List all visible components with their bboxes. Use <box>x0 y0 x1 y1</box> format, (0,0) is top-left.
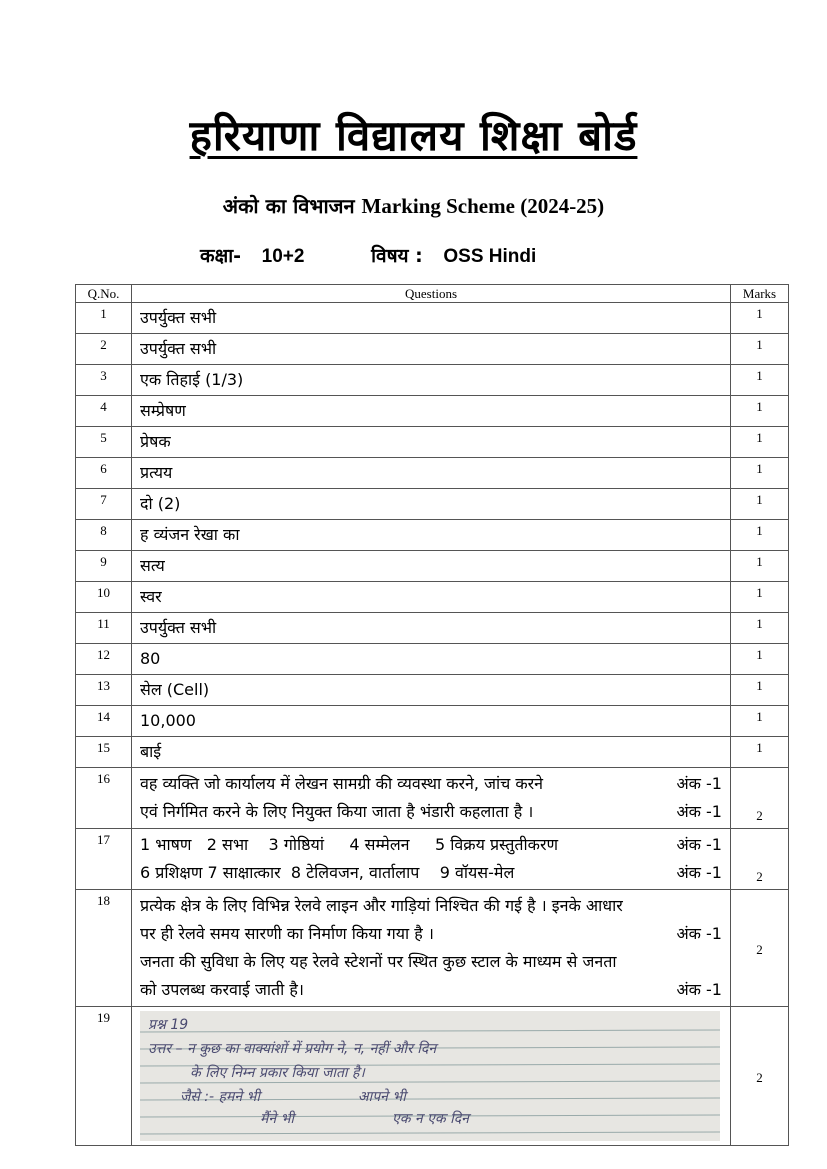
answer-line <box>140 859 722 887</box>
table-row <box>76 582 789 613</box>
table-row <box>76 551 789 582</box>
answer-cell <box>132 706 731 737</box>
header-qno: Q.No. <box>76 285 132 303</box>
question-number: 9 <box>76 551 132 582</box>
header-questions: Questions <box>132 285 731 303</box>
table-row <box>76 829 789 890</box>
class-subject-line <box>200 242 550 268</box>
subtitle <box>0 192 827 219</box>
marks-cell: 1 <box>731 675 789 706</box>
subtitle-english: Marking Scheme (2024-25) <box>361 194 605 218</box>
table-row <box>76 706 789 737</box>
table-row <box>76 768 789 829</box>
answer-text: एक तिहाई (1/3) <box>140 370 244 389</box>
answer-cell <box>132 551 731 582</box>
table-row <box>76 365 789 396</box>
question-number: 14 <box>76 706 132 737</box>
line-mark: अंक -1 <box>676 802 722 821</box>
question-number: 19 <box>76 1007 132 1146</box>
question-number: 7 <box>76 489 132 520</box>
handwritten-line: उत्तर – न कुछ का वाक्यांशों में प्रयोग ने, न, नहीं और दिन <box>148 1041 437 1057</box>
answer-cell <box>132 458 731 489</box>
marks-cell: 1 <box>731 737 789 768</box>
table-row <box>76 644 789 675</box>
answer-line-text: को उपलब्ध करवाई जाती है। <box>140 980 304 999</box>
question-number: 18 <box>76 890 132 1007</box>
answer-line <box>140 948 722 976</box>
marks-cell: 1 <box>731 644 789 675</box>
answer-text: सम्प्रेषण <box>140 401 186 420</box>
answer-cell <box>132 890 731 1007</box>
table-row <box>76 890 789 1007</box>
line-mark: अंक -1 <box>676 980 722 999</box>
handwritten-line: मैंने भी एक न एक दिन <box>260 1111 469 1127</box>
answer-line <box>140 892 722 920</box>
marks-cell: 1 <box>731 334 789 365</box>
subject-value: OSS Hindi <box>443 246 537 267</box>
answer-line-text: जनता की सुविधा के लिए यह रेलवे स्टेशनों पर स्थित कुछ स्टाल के माध्यम से जनता <box>140 952 617 971</box>
handwritten-answer-image <box>140 1011 720 1141</box>
class-label: कक्षा- <box>200 245 242 267</box>
marks-cell: 1 <box>731 427 789 458</box>
marks-cell: 1 <box>731 489 789 520</box>
answer-line-text: एवं निर्गमित करने के लिए नियुक्त किया जाता है भंडारी कहलाता है । <box>140 802 534 821</box>
question-number: 15 <box>76 737 132 768</box>
answer-cell <box>132 829 731 890</box>
table-row <box>76 334 789 365</box>
answer-line-text: 6 प्रशिक्षण 7 साक्षात्कार 8 टेलिवजन, वार्तालाप 9 वॉयस-मेल <box>140 863 515 882</box>
answer-cell <box>132 396 731 427</box>
answer-line <box>140 831 722 859</box>
answer-text: ह व्यंजन रेखा का <box>140 525 240 544</box>
table-row <box>76 303 789 334</box>
question-number: 2 <box>76 334 132 365</box>
answer-text: उपर्युक्त सभी <box>140 308 217 327</box>
answer-text: उपर्युक्त सभी <box>140 339 217 358</box>
answer-line-text: 1 भाषण 2 सभा 3 गोष्ठियां 4 सम्मेलन 5 विक्रय प्रस्तुतीकरण <box>140 835 559 854</box>
board-title: हरियाणा विद्यालय शिक्षा बोर्ड <box>189 111 638 160</box>
table-row <box>76 520 789 551</box>
answer-cell <box>132 334 731 365</box>
answer-text: प्रत्यय <box>140 463 173 482</box>
subject-label: विषय : <box>371 245 423 267</box>
marks-cell: 2 <box>731 829 789 890</box>
marks-cell: 2 <box>731 1007 789 1146</box>
answer-text: सेल (Cell) <box>140 680 210 699</box>
answer-cell <box>132 737 731 768</box>
table-row <box>76 427 789 458</box>
answer-text: 80 <box>140 649 161 668</box>
marks-cell: 1 <box>731 365 789 396</box>
line-mark: अंक -1 <box>676 924 722 943</box>
answer-cell <box>132 365 731 396</box>
answer-cell <box>132 644 731 675</box>
question-number: 11 <box>76 613 132 644</box>
answer-text: 10,000 <box>140 711 196 730</box>
marks-cell: 1 <box>731 520 789 551</box>
answer-line <box>140 920 722 948</box>
line-mark: अंक -1 <box>676 835 722 854</box>
answer-cell <box>132 1007 731 1146</box>
marks-cell: 1 <box>731 582 789 613</box>
marks-cell: 1 <box>731 706 789 737</box>
answer-line <box>140 976 722 1004</box>
answer-cell <box>132 303 731 334</box>
marks-cell: 1 <box>731 613 789 644</box>
question-number: 16 <box>76 768 132 829</box>
header-marks: Marks <box>731 285 789 303</box>
line-mark: अंक -1 <box>676 863 722 882</box>
question-number: 13 <box>76 675 132 706</box>
table-row <box>76 737 789 768</box>
answer-text: बाई <box>140 742 162 761</box>
answer-cell <box>132 520 731 551</box>
answer-cell <box>132 613 731 644</box>
answer-text: स्वर <box>140 587 162 606</box>
question-number: 12 <box>76 644 132 675</box>
marks-cell: 1 <box>731 551 789 582</box>
handwritten-line: जैसे :- हमने भी आपने भी <box>180 1089 406 1105</box>
question-number: 10 <box>76 582 132 613</box>
table-row <box>76 489 789 520</box>
answer-line-text: वह व्यक्ति जो कार्यालय में लेखन सामग्री की व्यवस्था करने, जांच करने <box>140 774 544 793</box>
marks-cell: 1 <box>731 303 789 334</box>
question-number: 1 <box>76 303 132 334</box>
answer-cell <box>132 675 731 706</box>
question-number: 4 <box>76 396 132 427</box>
answer-line-text: पर ही रेलवे समय सारणी का निर्माण किया गया है । <box>140 924 434 943</box>
table-row <box>76 396 789 427</box>
handwritten-line: के लिए निम्न प्रकार किया जाता है। <box>190 1065 365 1081</box>
marks-cell: 2 <box>731 768 789 829</box>
answer-line <box>140 798 722 826</box>
answer-text: सत्य <box>140 556 165 575</box>
answer-line <box>140 770 722 798</box>
answer-cell <box>132 489 731 520</box>
marks-cell: 1 <box>731 396 789 427</box>
marks-cell: 2 <box>731 890 789 1007</box>
answer-cell <box>132 768 731 829</box>
table-row <box>76 675 789 706</box>
class-value: 10+2 <box>261 246 305 267</box>
answer-text: प्रेषक <box>140 432 171 451</box>
question-number: 17 <box>76 829 132 890</box>
answer-cell <box>132 582 731 613</box>
question-number: 3 <box>76 365 132 396</box>
answer-line-text: प्रत्येक क्षेत्र के लिए विभिन्न रेलवे लाइन और गाड़ियां निश्चित की गई है । इनके आधार <box>140 896 623 915</box>
answer-table <box>75 284 789 1146</box>
marks-cell: 1 <box>731 458 789 489</box>
line-mark: अंक -1 <box>676 774 722 793</box>
question-number: 6 <box>76 458 132 489</box>
question-number: 8 <box>76 520 132 551</box>
subtitle-hindi: अंको का विभाजन <box>222 194 355 218</box>
answer-text: दो (2) <box>140 494 181 513</box>
question-number: 5 <box>76 427 132 458</box>
table-row <box>76 1007 789 1146</box>
table-row <box>76 458 789 489</box>
table-row <box>76 613 789 644</box>
answer-text: उपर्युक्त सभी <box>140 618 217 637</box>
answer-cell <box>132 427 731 458</box>
handwritten-line: प्रश्न 19 <box>148 1017 189 1033</box>
